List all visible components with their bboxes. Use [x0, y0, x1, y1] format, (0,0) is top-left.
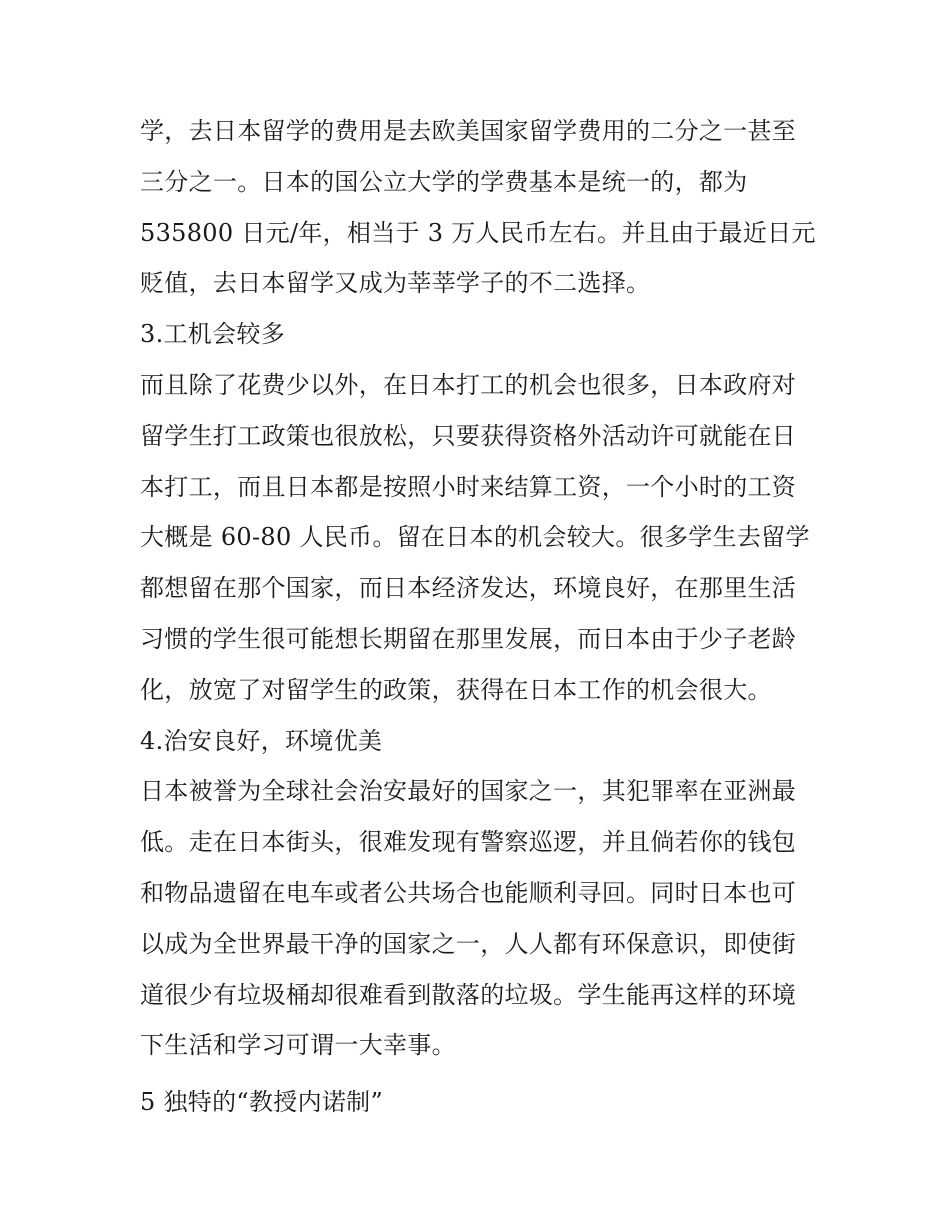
- text-line: 而且除了花费少以外，在日本打工的机会也很多，日本政府对: [140, 370, 797, 399]
- text-line: 留学生打工政策也很放松，只要获得资格外活动许可就能在日: [140, 421, 797, 450]
- text-line: 习惯的学生很可能想长期留在那里发展，而日本由于少子老龄: [140, 624, 797, 653]
- text-line: 日本被誉为全球社会治安最好的国家之一，其犯罪率在亚洲最: [140, 777, 797, 806]
- text-line: 535800 日元/年，相当于 3 万人民币左右。并且由于最近日元: [140, 218, 816, 247]
- text-line: 以成为全世界最干净的国家之一，人人都有环保意识，即使街: [140, 929, 797, 958]
- section-heading: 3.工机会较多: [140, 320, 285, 349]
- section-heading: 4.治安良好，环境优美: [140, 726, 383, 755]
- text-line: 学，去日本留学的费用是去欧美国家留学费用的二分之一甚至: [140, 117, 797, 145]
- text-line: 大概是 60-80 人民币。留在日本的机会较大。很多学生去留学: [140, 523, 810, 552]
- document-body: [140, 106, 820, 1128]
- text-line: 本打工，而且日本都是按照小时来结算工资，一个小时的工资: [140, 472, 797, 501]
- text-line: 道很少有垃圾桶却很难看到散落的垃圾。学生能再这样的环境: [140, 980, 797, 1009]
- text-line: 低。走在日本街头，很难发现有警察巡逻，并且倘若你的钱包: [140, 828, 797, 857]
- section-heading: 5 独特的“教授内诺制”: [140, 1088, 384, 1117]
- text-line: 都想留在那个国家，而日本经济发达，环境良好，在那里生活: [140, 574, 797, 603]
- text-line: 和物品遗留在电车或者公共场合也能顺利寻回。同时日本也可: [140, 878, 797, 907]
- text-line: 贬值，去日本留学又成为莘莘学子的不二选择。: [140, 269, 651, 298]
- text-line: 化，放宽了对留学生的政策，获得在日本工作的机会很大。: [140, 675, 772, 704]
- text-line: 下生活和学习可谓一大幸事。: [140, 1031, 456, 1060]
- text-line: 三分之一。日本的国公立大学的学费基本是统一的，都为: [140, 167, 748, 196]
